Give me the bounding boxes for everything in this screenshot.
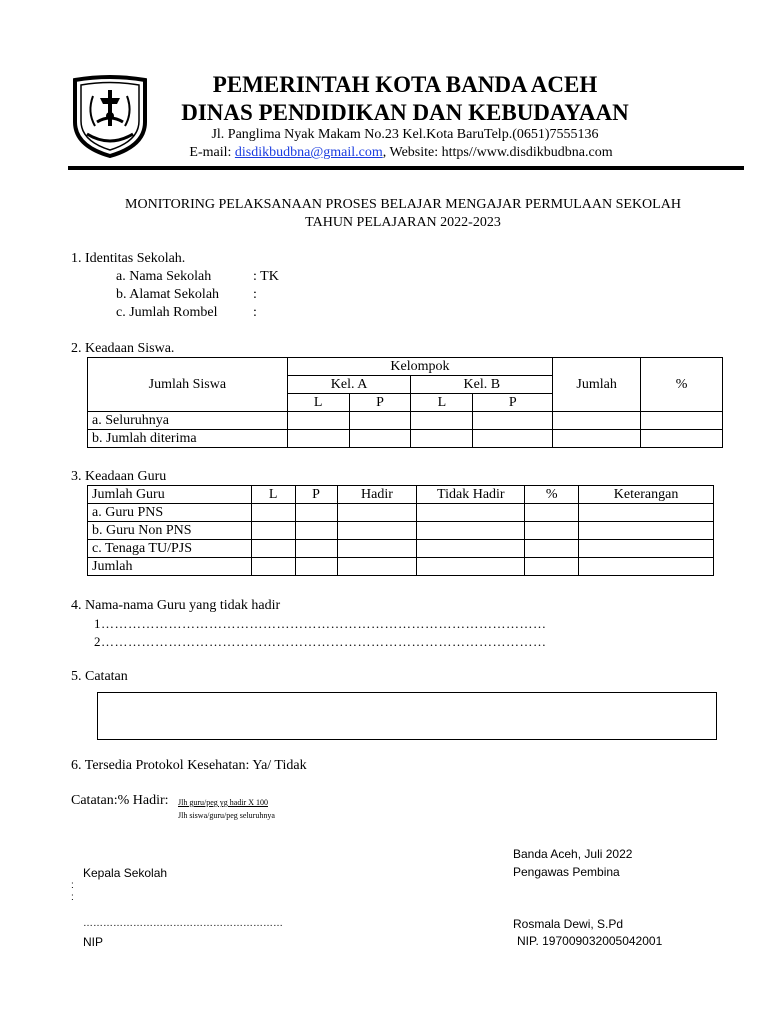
- rombel-count-value: :: [253, 305, 257, 320]
- header-department: DINAS PENDIDIKAN DAN KEBUDAYAAN: [181, 100, 629, 125]
- table-cell[interactable]: [579, 540, 714, 558]
- table-cell[interactable]: [349, 412, 411, 430]
- teacher-row-label: c. Tenaga TU/PJS: [88, 540, 252, 558]
- school-name-label: a. Nama Sekolah: [116, 269, 212, 284]
- table-cell[interactable]: [417, 540, 525, 558]
- table-cell[interactable]: [349, 430, 411, 448]
- absent-teacher-line-2[interactable]: 2………………………………………………………………………………………: [94, 634, 547, 649]
- student-header-a-l: L: [287, 394, 349, 412]
- teacher-row-label: a. Guru PNS: [88, 504, 252, 522]
- table-cell[interactable]: [525, 504, 579, 522]
- table-cell[interactable]: [337, 540, 417, 558]
- table-row: [88, 540, 714, 558]
- table-cell[interactable]: [287, 430, 349, 448]
- header-contact: [0, 145, 768, 161]
- notes-box[interactable]: [97, 692, 717, 740]
- section5-heading: 5. Catatan: [71, 669, 128, 684]
- school-address-label: b. Alamat Sekolah: [116, 287, 220, 302]
- signature-left-colon: :: [71, 892, 74, 903]
- table-cell[interactable]: [295, 540, 337, 558]
- section6-heading: 6. Tersedia Protokol Kesehatan: Ya/ Tidak: [71, 758, 307, 773]
- table-cell[interactable]: [579, 522, 714, 540]
- table-cell[interactable]: [295, 522, 337, 540]
- table-cell[interactable]: [417, 504, 525, 522]
- student-header-kel-a: Kel. A: [287, 376, 411, 394]
- table-cell[interactable]: [641, 412, 723, 430]
- teacher-header: P: [295, 486, 337, 504]
- attendance-formula-label: Catatan:% Hadir:: [71, 793, 169, 808]
- section3-heading: 3. Keadaan Guru: [71, 469, 167, 484]
- header-address: Jl. Panglima Nyak Makam No.23 Kel.Kota BaruTelp.(0651)7555136: [211, 127, 599, 142]
- signature-right-name: Rosmala Dewi, S.Pd: [513, 917, 624, 931]
- signature-left-nip: NIP: [83, 935, 104, 949]
- table-row: [88, 522, 714, 540]
- table-row: [88, 504, 714, 522]
- table-row: [88, 558, 714, 576]
- table-cell[interactable]: [287, 412, 349, 430]
- table-cell[interactable]: [525, 522, 579, 540]
- table-cell[interactable]: [295, 504, 337, 522]
- teacher-header: Hadir: [337, 486, 417, 504]
- school-address-value: :: [253, 287, 257, 302]
- student-header-percent: %: [641, 358, 723, 412]
- signature-place-date: Banda Aceh, Juli 2022: [513, 847, 633, 861]
- table-cell[interactable]: [251, 522, 295, 540]
- table-cell[interactable]: [553, 430, 641, 448]
- table-cell[interactable]: [579, 558, 714, 576]
- table-cell[interactable]: [337, 504, 417, 522]
- table-cell[interactable]: [417, 558, 525, 576]
- section4-heading: 4. Nama-nama Guru yang tidak hadir: [71, 598, 281, 613]
- attendance-formula-denominator: Jlh siswa/guru/peg seluruhnya: [178, 811, 275, 820]
- signature-right-role: Pengawas Pembina: [513, 865, 620, 879]
- table-cell[interactable]: [251, 558, 295, 576]
- email-link[interactable]: disdikbudbna@gmail.com: [234, 145, 383, 160]
- table-cell[interactable]: [553, 412, 641, 430]
- table-cell[interactable]: [251, 504, 295, 522]
- signature-left-name-line[interactable]: ……………………………………………………: [83, 918, 283, 929]
- table-cell[interactable]: [411, 412, 473, 430]
- header-divider: [68, 166, 744, 170]
- teacher-header: Tidak Hadir: [417, 486, 525, 504]
- teacher-row-label: Jumlah: [88, 558, 252, 576]
- student-header-a-p: P: [349, 394, 411, 412]
- student-header-b-p: P: [473, 394, 553, 412]
- table-cell[interactable]: [641, 430, 723, 448]
- teacher-row-label: b. Guru Non PNS: [88, 522, 252, 540]
- table-cell[interactable]: [251, 540, 295, 558]
- table-cell[interactable]: [579, 504, 714, 522]
- student-header-kelompok: Kelompok: [287, 358, 553, 376]
- section2-heading: 2. Keadaan Siswa.: [71, 341, 175, 356]
- student-header-b-l: L: [411, 394, 473, 412]
- document-subtitle: TAHUN PELAJARAN 2022-2023: [305, 215, 501, 230]
- school-name-value: : TK: [253, 269, 279, 284]
- table-cell[interactable]: [411, 430, 473, 448]
- signature-left-colon: :: [71, 880, 74, 891]
- table-cell[interactable]: [525, 540, 579, 558]
- table-cell[interactable]: [295, 558, 337, 576]
- table-cell[interactable]: [473, 430, 553, 448]
- teacher-table: [87, 485, 714, 576]
- teacher-header: Keterangan: [579, 486, 714, 504]
- table-row: [88, 412, 723, 430]
- signature-right-nip: NIP. 197009032005042001: [517, 934, 663, 948]
- document-title: MONITORING PELAKSANAAN PROSES BELAJAR MENGAJAR PERMULAAN SEKOLAH: [125, 197, 681, 212]
- student-table: [87, 357, 723, 448]
- absent-teacher-line-1[interactable]: 1………………………………………………………………………………………: [94, 616, 547, 631]
- website-text: , Website: https//www.disdikbudbna.com: [382, 145, 613, 160]
- table-cell[interactable]: [473, 412, 553, 430]
- table-cell[interactable]: [525, 558, 579, 576]
- rombel-count-label: c. Jumlah Rombel: [116, 305, 218, 320]
- signature-left-role: Kepala Sekolah: [83, 866, 168, 880]
- student-row-label: b. Jumlah diterima: [88, 430, 288, 448]
- table-cell[interactable]: [337, 558, 417, 576]
- email-label: E-mail:: [189, 145, 235, 160]
- teacher-header: Jumlah Guru: [88, 486, 252, 504]
- teacher-header: L: [251, 486, 295, 504]
- table-cell[interactable]: [417, 522, 525, 540]
- student-row-label: a. Seluruhnya: [88, 412, 288, 430]
- teacher-header: %: [525, 486, 579, 504]
- header-agency: PEMERINTAH KOTA BANDA ACEH: [212, 72, 598, 97]
- table-row: [88, 430, 723, 448]
- student-header-jumlah-siswa: Jumlah Siswa: [88, 358, 288, 412]
- section1-heading: 1. Identitas Sekolah.: [71, 251, 186, 266]
- student-header-jumlah: Jumlah: [553, 358, 641, 412]
- student-header-kel-b: Kel. B: [411, 376, 553, 394]
- table-cell[interactable]: [337, 522, 417, 540]
- attendance-formula-numerator: Jlh guru/peg yg hadir X 100: [178, 798, 268, 807]
